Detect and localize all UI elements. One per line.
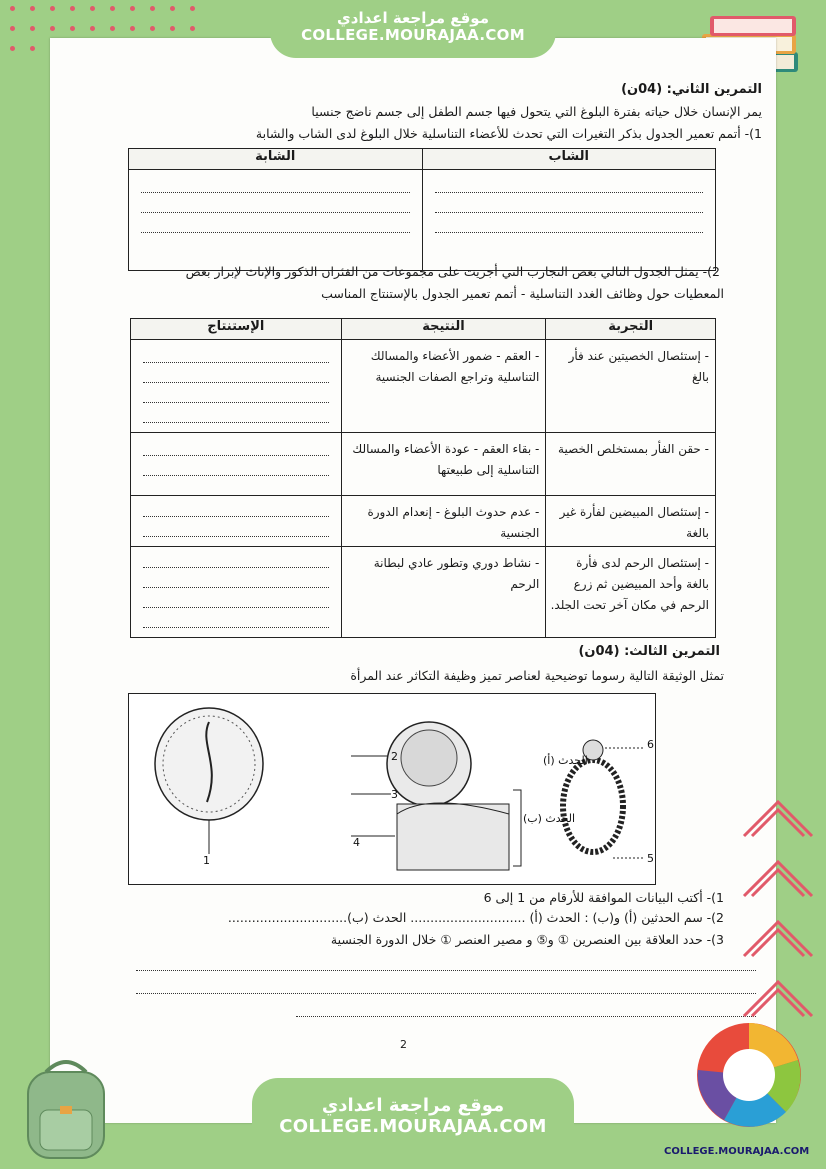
label-2: 2 (391, 750, 398, 763)
table-row (131, 433, 716, 496)
table-row (131, 547, 716, 638)
exercise3-q2: 2)- سم الحدثين (أ) و(ب) : الحدث (أ) ............................. الحدث (ب).............................. (227, 910, 724, 925)
exercise2-intro: يمر الإنسان خلال حياته بفترة البلوغ التي يتحول فيها جسم الطفل إلى جسم ناضج جنسيا (311, 104, 762, 119)
label-3: 3 (391, 788, 398, 801)
conclusion-answer-cell[interactable] (131, 433, 342, 496)
header-result: النتيجة (341, 319, 546, 340)
exam-paper (50, 38, 776, 1123)
exercise3-q1: 1)- أكتب البيانات الموافقة للأرقام من 1 إلى 6 (483, 890, 724, 905)
table-row (131, 340, 716, 433)
exercise3-q3: 3)- حدد العلاقة بين العنصرين ① و⑤ و مصير العنصر ① خلال الدورة الجنسية (330, 932, 724, 947)
site-logo-wheel (694, 1020, 804, 1130)
boy-answer-cell[interactable] (422, 170, 716, 271)
label-event-b: الحدث (ب) (523, 812, 576, 825)
banner-arabic-title: موقع مراجعة اعدادي (321, 1095, 505, 1116)
answer-lines[interactable] (136, 960, 756, 1029)
result-cell: - نشاط دوري وتطور عادي لبطانة الرحم (373, 556, 540, 591)
experiment-cell: - إستئصال الخصيتين عند فأر بالغ (568, 349, 709, 384)
backpack-icon (16, 1052, 116, 1162)
label-5: 5 (647, 852, 654, 865)
experiment-cell: - حقن الفأر بمستخلص الخصية (558, 442, 709, 456)
table-row (131, 496, 716, 547)
exercise2-title: التمرين الثاني: (04ن) (621, 82, 762, 97)
exercise3-title: التمرين الثالث: (04ن) (578, 644, 720, 659)
reproduction-diagram (128, 693, 656, 885)
label-1: 1 (203, 854, 210, 867)
page-number: 2 (400, 1038, 407, 1051)
exercise2-q2-line2: المعطيات حول وظائف الغدد التناسلية - أتمم تعمير الجدول بالإستنتاج المناسب (321, 286, 724, 301)
experiment-cell: - إستئصال الرحم لدى فأرة بالغة وأحد المبيضين ثم زرع الرحم في مكان آخر تحت الجلد. (550, 556, 709, 612)
label-4: 4 (353, 836, 360, 849)
girl-answer-cell[interactable] (129, 170, 423, 271)
banner-url[interactable]: COLLEGE.MOURAJAA.COM (301, 26, 525, 45)
result-cell: - بقاء العقم - عودة الأعضاء والمسالك التناسلية إلى طبيعتها (352, 442, 540, 477)
experiments-table (130, 318, 716, 638)
exercise2-q1: 1)- أتمم تعمير الجدول بذكر التغيرات التي تحدث للأعضاء التناسلية خلال البلوغ لدى الشاب والشابة (255, 126, 762, 141)
banner-arabic-title: موقع مراجعة اعدادي (337, 9, 489, 27)
logo-url-text: COLLEGE.MOURAJAA.COM (664, 1146, 810, 1157)
experiment-cell: - إستئصال المبيضين لفأرة غير بالغة (559, 505, 709, 540)
banner-url[interactable]: COLLEGE.MOURAJAA.COM (279, 1115, 547, 1137)
result-cell: - العقم - ضمور الأعضاء والمسالك التناسلية وتراجع الصفات الجنسية (370, 349, 540, 384)
header-experiment: التجربة (546, 319, 716, 340)
header-conclusion: الإستنتاج (131, 319, 342, 340)
top-banner (270, 0, 556, 58)
exercise2-q2-line1: 2)- يمثل الجدول التالي بعض التجارب التي أجريت على مجموعات من الفئران الذكور والإناث لإبراز بعض (185, 264, 720, 279)
col-girl-header: الشابة (129, 149, 423, 170)
result-cell: - عدم حدوث البلوغ - إنعدام الدورة الجنسية (367, 505, 540, 540)
puberty-changes-table (128, 148, 716, 271)
col-boy-header: الشاب (422, 149, 716, 170)
exercise3-intro: تمثل الوثيقة التالية رسوما توضيحية لعناصر تميز وظيفة التكاثر عند المرأة (350, 668, 724, 683)
bottom-banner (252, 1078, 574, 1169)
label-event-a: الحدث (أ) (543, 754, 588, 767)
conclusion-answer-cell[interactable] (131, 547, 342, 638)
conclusion-answer-cell[interactable] (131, 340, 342, 433)
conclusion-answer-cell[interactable] (131, 496, 342, 547)
label-6: 6 (647, 738, 654, 751)
